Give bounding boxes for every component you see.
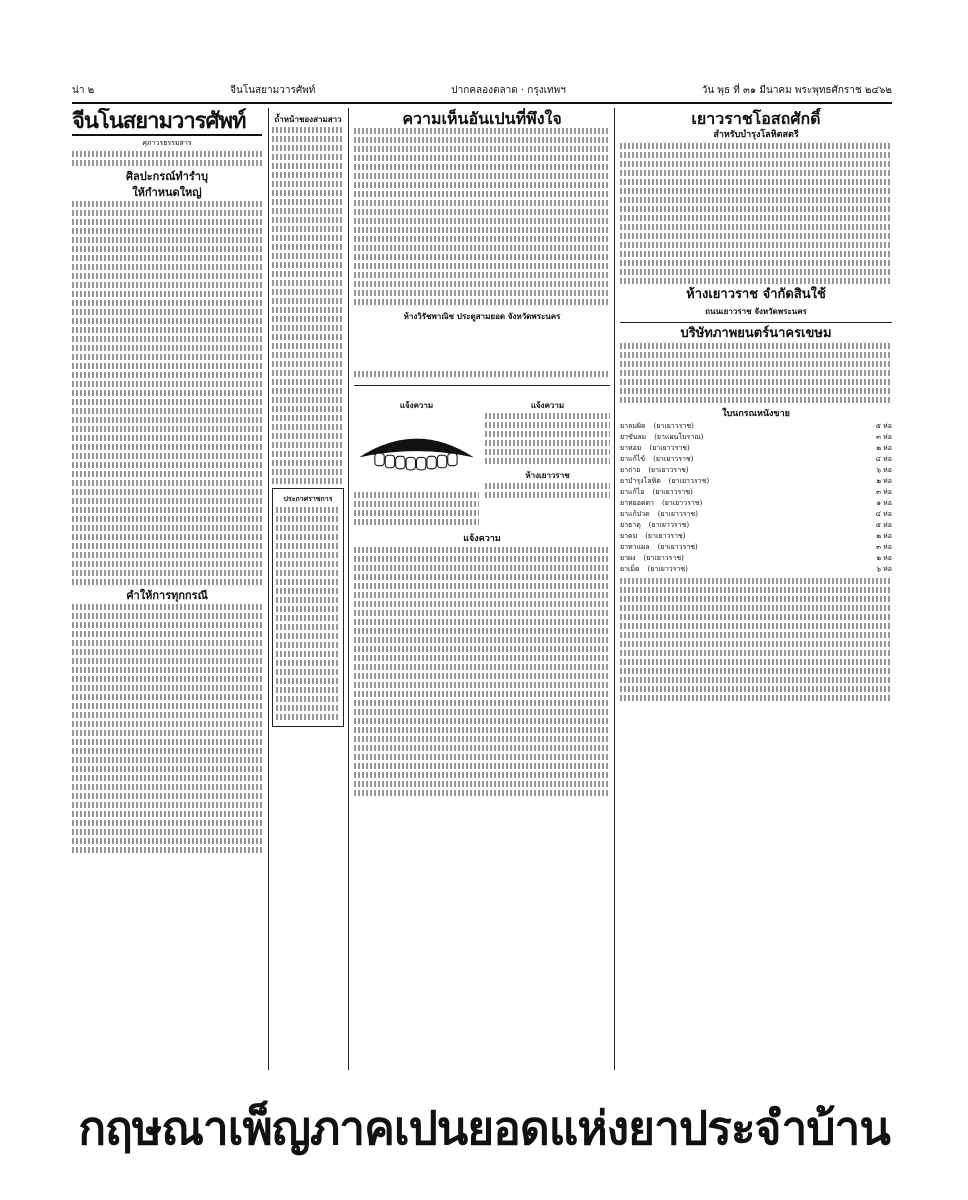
drug-kind: (ยาเยาวราช)	[653, 422, 694, 430]
drug-kind: (ยาเยาวราช)	[661, 499, 703, 507]
article-body-1	[72, 201, 262, 585]
page-number: น่า ๒	[72, 84, 95, 96]
drug-qty: ๔ ห่อ	[875, 455, 892, 463]
article-headline-2: ให้กำหนดใหญ่	[132, 186, 202, 199]
drug-qty: ๒ ห่อ	[876, 554, 892, 562]
drug-kind: (ยาเยาวราช)	[647, 565, 688, 573]
drug-name: ยาลมผิด	[620, 422, 646, 430]
cinema-company: บริษัทภาพยนตร์นาครเขษม	[680, 326, 832, 341]
company-name: ห้างเยาวราช จำกัดสินใช้	[686, 287, 826, 302]
page-header	[72, 78, 892, 104]
masthead: จีนโนสยามวารศัพท์	[72, 108, 262, 136]
article-headline-1: ศิลปะกรณ์ทำรำบุ	[126, 170, 208, 183]
list-item	[620, 509, 892, 520]
drug-name: ยาดม	[620, 532, 638, 540]
drug-qty: ๑ ห่อ	[876, 499, 892, 507]
newspaper-page	[72, 78, 892, 1070]
drug-kind: (ยาเยาวราช)	[648, 521, 690, 529]
left-ad: แจ้งความ	[354, 394, 479, 528]
drug-name: ยาถ่าย	[620, 466, 641, 474]
drug-qty: ๓ ห่อ	[876, 433, 892, 441]
drug-kind: (ยาเยาวราช)	[653, 455, 694, 463]
drug-qty: ๔ ห่อ	[875, 510, 892, 518]
drug-kind: (ยาเยาวราช)	[657, 543, 698, 551]
company-address: ถนนเยาวราช จังหวัดพระนคร	[705, 306, 807, 316]
drug-kind: (ยาแผนโบราณ)	[654, 433, 704, 441]
drug-name: ยาทาแผล	[620, 543, 650, 551]
drug-qty: ๕ ห่อ	[875, 521, 892, 529]
col4-bottom-body	[620, 578, 892, 701]
article-headline-3: คำให้การทุกกรณี	[126, 589, 208, 602]
right-ad: แจ้งความ ห้างเยาวราช	[485, 394, 610, 528]
drug-name: ยาเม็ด	[620, 565, 640, 573]
drug-name: ยาหยอดตา	[620, 499, 654, 507]
editorial-body	[354, 128, 610, 305]
drug-list-title: ใบนกรณหนังขาย	[722, 409, 790, 419]
boxed-notice: ประกาศราชการ	[272, 488, 344, 727]
list-item	[620, 487, 892, 498]
list-item	[620, 432, 892, 443]
drug-name: ยาหอม	[620, 444, 642, 452]
medicine-ad-sub: สำหรับบำรุงโลหิตสตรี	[713, 130, 799, 140]
drug-kind: (ยาเยาวราช)	[657, 510, 698, 518]
drug-kind: (ยาเยาวราช)	[652, 488, 693, 496]
drug-kind: (ยาเยาวราช)	[668, 477, 710, 485]
column-4	[620, 108, 892, 1070]
drug-qty: ๖ ห่อ	[876, 466, 892, 474]
medicine-ad-body	[620, 143, 892, 284]
drug-qty: ๒ ห่อ	[876, 532, 892, 540]
cinema-body	[620, 343, 892, 403]
drug-kind: (ยาเยาวราช)	[643, 554, 684, 562]
drug-name: ยาขับลม	[620, 433, 647, 441]
editorial-sign: ห้างวิรัชพาณิช ประตูสามยอด จังหวัดพระนคร	[403, 311, 561, 321]
article-body-2	[72, 604, 262, 853]
drug-name: ยาธาตุ	[620, 521, 641, 529]
lower-ad-title: แจ้งความ	[463, 534, 501, 544]
medicine-ad-title: เยาวราชโอสถศักดิ์	[691, 109, 821, 128]
dentures-illustration	[354, 412, 479, 486]
drug-qty: ๓ ห่อ	[876, 543, 892, 551]
footer-slogan: กฤษณาเพ็ญภาคเปนยอดแห่งยาประจำบ้าน	[78, 1101, 890, 1155]
column-2	[272, 108, 344, 1070]
list-item	[620, 498, 892, 509]
list-item	[620, 542, 892, 553]
drug-qty: ๒ ห่อ	[876, 444, 892, 452]
list-item	[620, 476, 892, 487]
list-item	[620, 531, 892, 542]
drug-kind: (ยาเยาวราช)	[645, 532, 686, 540]
drug-list	[620, 421, 892, 575]
drug-qty: ๖ ห่อ	[876, 565, 892, 573]
drug-name: ยาแก้ไข้	[620, 455, 646, 463]
column-2-body	[272, 127, 344, 484]
masthead-sub: ศุภาวรธรรมสาร	[142, 139, 192, 147]
drug-kind: (ยาเยาวราช)	[648, 466, 689, 474]
list-item	[620, 421, 892, 432]
paper-name: จีนโนสยามวารศัพท์	[230, 84, 316, 96]
drug-kind: (ยาเยาวราช)	[649, 444, 690, 452]
drug-name: ยาบำรุงโลหิต	[620, 477, 661, 485]
list-item	[620, 564, 892, 575]
drug-qty: ๒ ห่อ	[876, 477, 892, 485]
drug-qty: ๕ ห่อ	[875, 422, 892, 430]
lower-body	[354, 547, 610, 796]
drug-qty: ๓ ห่อ	[876, 488, 892, 496]
drug-name: ยาผง	[620, 554, 636, 562]
issue-info: ปากคลองตลาด · กรุงเทพฯ	[451, 84, 566, 96]
issue-date: วัน พุธ ที่ ๓๑ มีนาคม พระพุทธศักราช ๒๔๖๒	[701, 84, 892, 96]
list-item	[620, 520, 892, 531]
column-1	[72, 108, 262, 1070]
list-item	[620, 443, 892, 454]
column-2-title: ถ้ำหน้าชองสามสาว	[274, 114, 342, 124]
editorial-title: ความเห็นอันเปนที่พึงใจ	[402, 109, 562, 128]
drug-name: ยาแก้ไอ	[620, 488, 645, 496]
list-item	[620, 454, 892, 465]
list-item	[620, 465, 892, 476]
list-item	[620, 553, 892, 564]
drug-name: ยาแก้ปวด	[620, 510, 650, 518]
column-3	[354, 108, 610, 1070]
